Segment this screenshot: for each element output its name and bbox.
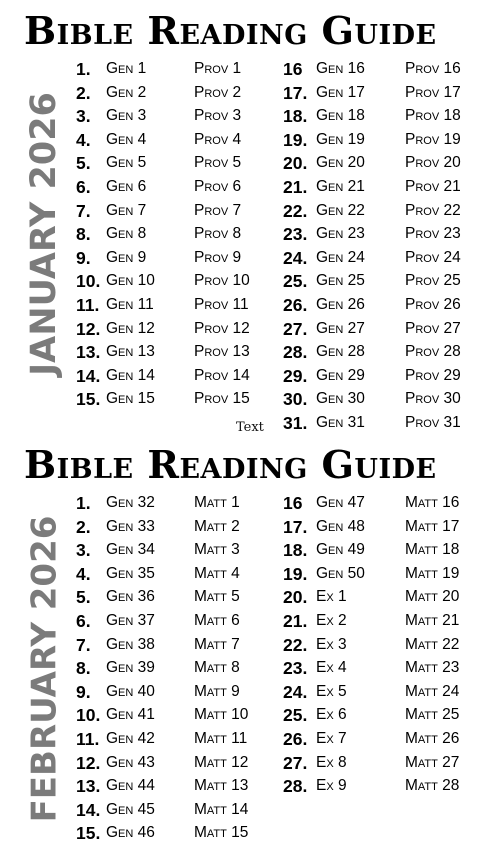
february-month-label: FEBRUARY 2026 (24, 515, 64, 823)
old-testament-reading: Gen 49 (316, 541, 365, 559)
january-month-label: JANUARY 2026 (24, 92, 64, 376)
second-reading: Prov 31 (405, 414, 461, 431)
old-testament-reading: Gen 3 (106, 107, 147, 125)
second-reading: Prov 16 (405, 60, 461, 77)
day-number: 4. (76, 129, 91, 150)
day-number: 25. (283, 271, 308, 292)
day-number: 7. (76, 200, 91, 221)
second-reading: Matt 19 (405, 564, 460, 582)
second-reading: Prov 14 (194, 366, 250, 384)
second-reading: Prov 3 (194, 107, 242, 125)
second-reading: Matt 21 (405, 612, 460, 629)
day-number: 29. (283, 365, 308, 386)
day-number: 26. (283, 295, 308, 315)
day-number: 27. (283, 318, 308, 339)
second-reading: Matt 22 (405, 635, 460, 653)
old-testament-reading: Ex 6 (316, 706, 347, 724)
day-number: 24. (283, 681, 308, 702)
day-number: 5. (76, 587, 91, 608)
day-number: 16 (283, 493, 303, 513)
second-reading: Prov 25 (405, 272, 461, 290)
day-number: 5. (76, 153, 91, 174)
old-testament-reading: Gen 32 (106, 494, 155, 511)
second-reading: Matt 2 (194, 517, 240, 535)
second-reading: Matt 8 (194, 659, 240, 677)
day-number: 30. (283, 389, 308, 410)
old-testament-reading: Gen 27 (316, 319, 365, 337)
second-reading: Prov 21 (405, 178, 461, 195)
second-reading: Prov 6 (194, 178, 242, 195)
old-testament-reading: Gen 38 (106, 635, 155, 653)
second-reading: Matt 14 (194, 800, 249, 818)
second-reading: Prov 12 (194, 319, 250, 337)
day-number: 20. (283, 153, 308, 174)
old-testament-reading: Gen 7 (106, 201, 147, 219)
second-reading: Matt 5 (194, 588, 240, 606)
second-reading: Prov 30 (405, 390, 461, 408)
day-number: 25. (283, 705, 308, 726)
old-testament-reading: Gen 33 (106, 517, 155, 535)
old-testament-reading: Gen 1 (106, 60, 147, 77)
day-number: 20. (283, 587, 308, 608)
second-reading: Prov 2 (194, 83, 242, 101)
second-reading: Matt 3 (194, 541, 240, 559)
second-reading: Prov 26 (405, 296, 461, 313)
old-testament-reading: Gen 34 (106, 541, 155, 559)
day-number: 19. (283, 563, 308, 584)
second-reading: Matt 10 (194, 706, 249, 724)
second-reading: Prov 24 (405, 248, 461, 266)
day-number: 16 (283, 59, 303, 79)
day-number: 4. (76, 563, 91, 584)
day-number: 2. (76, 516, 91, 537)
old-testament-reading: Gen 23 (316, 225, 365, 243)
old-testament-reading: Ex 7 (316, 730, 347, 747)
day-number: 14. (76, 365, 101, 386)
second-reading: Prov 13 (194, 343, 250, 361)
second-reading: Prov 20 (405, 154, 461, 172)
day-number: 15. (76, 823, 101, 844)
old-testament-reading: Ex 9 (316, 777, 347, 795)
day-number: 28. (283, 342, 308, 363)
second-reading: Matt 23 (405, 659, 460, 677)
second-reading: Matt 4 (194, 564, 240, 582)
old-testament-reading: Gen 15 (106, 390, 155, 408)
day-number: 24. (283, 247, 308, 268)
day-number: 9. (76, 247, 91, 268)
second-reading: Matt 27 (405, 753, 460, 771)
second-reading: Prov 17 (405, 83, 461, 101)
day-number: 3. (76, 106, 91, 127)
day-number: 11. (76, 729, 100, 749)
day-number: 17. (283, 82, 308, 103)
day-number: 7. (76, 634, 91, 655)
second-reading: Prov 4 (194, 130, 242, 148)
day-number: 10. (76, 705, 101, 726)
day-number: 12. (76, 752, 101, 773)
old-testament-reading: Gen 24 (316, 248, 365, 266)
old-testament-reading: Gen 36 (106, 588, 155, 606)
day-number: 23. (283, 658, 308, 679)
second-reading: Prov 27 (405, 319, 461, 337)
day-number: 22. (283, 200, 308, 221)
second-reading: Matt 1 (194, 494, 240, 511)
second-reading: Matt 26 (405, 730, 460, 747)
old-testament-reading: Gen 10 (106, 272, 155, 290)
second-reading: Matt 12 (194, 753, 249, 771)
second-reading: Matt 9 (194, 682, 240, 700)
second-reading: Prov 28 (405, 343, 461, 361)
old-testament-reading: Ex 3 (316, 635, 347, 653)
second-reading: Prov 8 (194, 225, 242, 243)
second-reading: Matt 15 (194, 824, 249, 842)
day-number: 12. (76, 318, 101, 339)
old-testament-reading: Gen 26 (316, 296, 365, 313)
old-testament-reading: Gen 44 (106, 777, 155, 795)
second-reading: Prov 22 (405, 201, 461, 219)
day-number: 15. (76, 389, 101, 410)
day-number: 11. (76, 295, 100, 315)
old-testament-reading: Gen 17 (316, 83, 365, 101)
second-reading: Prov 19 (405, 130, 461, 148)
old-testament-reading: Ex 1 (316, 588, 347, 606)
second-reading: Matt 20 (405, 588, 460, 606)
old-testament-reading: Gen 31 (316, 414, 365, 431)
day-number: 17. (283, 516, 308, 537)
second-reading: Prov 10 (194, 272, 250, 290)
old-testament-reading: Gen 29 (316, 366, 365, 384)
old-testament-reading: Gen 13 (106, 343, 155, 361)
second-reading: Matt 13 (194, 777, 249, 795)
day-number: 9. (76, 681, 91, 702)
day-number: 26. (283, 729, 308, 749)
second-reading: Matt 24 (405, 682, 460, 700)
day-number: 14. (76, 799, 101, 820)
old-testament-reading: Gen 25 (316, 272, 365, 290)
day-number: 1. (76, 493, 91, 513)
day-number: 19. (283, 129, 308, 150)
day-number: 13. (76, 342, 101, 363)
day-number: 8. (76, 658, 91, 679)
old-testament-reading: Gen 12 (106, 319, 155, 337)
old-testament-reading: Gen 8 (106, 225, 147, 243)
old-testament-reading: Gen 2 (106, 83, 147, 101)
day-number: 23. (283, 224, 308, 245)
second-reading: Prov 15 (194, 390, 250, 408)
day-number: 31. (283, 413, 308, 433)
old-testament-reading: Gen 39 (106, 659, 155, 677)
old-testament-reading: Gen 43 (106, 753, 155, 771)
second-reading: Matt 16 (405, 494, 460, 511)
old-testament-reading: Gen 21 (316, 178, 365, 195)
day-number: 18. (283, 540, 308, 561)
day-number: 6. (76, 177, 91, 197)
old-testament-reading: Ex 4 (316, 659, 347, 677)
day-number: 22. (283, 634, 308, 655)
old-testament-reading: Gen 37 (106, 612, 155, 629)
old-testament-reading: Gen 5 (106, 154, 147, 172)
second-reading: Matt 7 (194, 635, 240, 653)
old-testament-reading: Gen 47 (316, 494, 365, 511)
day-number: 10. (76, 271, 101, 292)
second-reading: Prov 29 (405, 366, 461, 384)
second-reading: Matt 17 (405, 517, 460, 535)
second-reading: Prov 5 (194, 154, 242, 172)
old-testament-reading: Gen 6 (106, 178, 147, 195)
day-number: 21. (283, 177, 308, 197)
day-number: 27. (283, 752, 308, 773)
second-reading: Prov 18 (405, 107, 461, 125)
day-number: 21. (283, 611, 308, 631)
old-testament-reading: Gen 41 (106, 706, 155, 724)
second-reading: Matt 25 (405, 706, 460, 724)
second-reading: Matt 18 (405, 541, 460, 559)
day-number: 3. (76, 540, 91, 561)
day-number: 1. (76, 59, 91, 79)
old-testament-reading: Gen 48 (316, 517, 365, 535)
old-testament-reading: Gen 4 (106, 130, 147, 148)
second-reading: Matt 28 (405, 777, 460, 795)
old-testament-reading: Ex 5 (316, 682, 347, 700)
text-placeholder: Text (236, 420, 264, 435)
day-number: 18. (283, 106, 308, 127)
old-testament-reading: Gen 19 (316, 130, 365, 148)
day-number: 13. (76, 776, 101, 797)
old-testament-reading: Gen 46 (106, 824, 155, 842)
old-testament-reading: Gen 40 (106, 682, 155, 700)
day-number: 8. (76, 224, 91, 245)
january-title: Bible Reading Guide (24, 8, 437, 53)
old-testament-reading: Gen 35 (106, 564, 155, 582)
old-testament-reading: Gen 16 (316, 60, 365, 77)
second-reading: Prov 1 (194, 60, 242, 77)
day-number: 28. (283, 776, 308, 797)
february-title: Bible Reading Guide (24, 442, 437, 487)
old-testament-reading: Gen 42 (106, 730, 155, 747)
second-reading: Matt 6 (194, 612, 240, 629)
old-testament-reading: Gen 14 (106, 366, 155, 384)
old-testament-reading: Gen 9 (106, 248, 147, 266)
old-testament-reading: Gen 45 (106, 800, 155, 818)
old-testament-reading: Gen 22 (316, 201, 365, 219)
day-number: 2. (76, 82, 91, 103)
old-testament-reading: Ex 8 (316, 753, 347, 771)
second-reading: Prov 9 (194, 248, 242, 266)
day-number: 6. (76, 611, 91, 631)
second-reading: Matt 11 (194, 730, 248, 747)
old-testament-reading: Gen 30 (316, 390, 365, 408)
old-testament-reading: Ex 2 (316, 612, 347, 629)
second-reading: Prov 7 (194, 201, 242, 219)
second-reading: Prov 11 (194, 296, 249, 313)
old-testament-reading: Gen 11 (106, 296, 154, 313)
old-testament-reading: Gen 18 (316, 107, 365, 125)
second-reading: Prov 23 (405, 225, 461, 243)
old-testament-reading: Gen 28 (316, 343, 365, 361)
old-testament-reading: Gen 50 (316, 564, 365, 582)
old-testament-reading: Gen 20 (316, 154, 365, 172)
